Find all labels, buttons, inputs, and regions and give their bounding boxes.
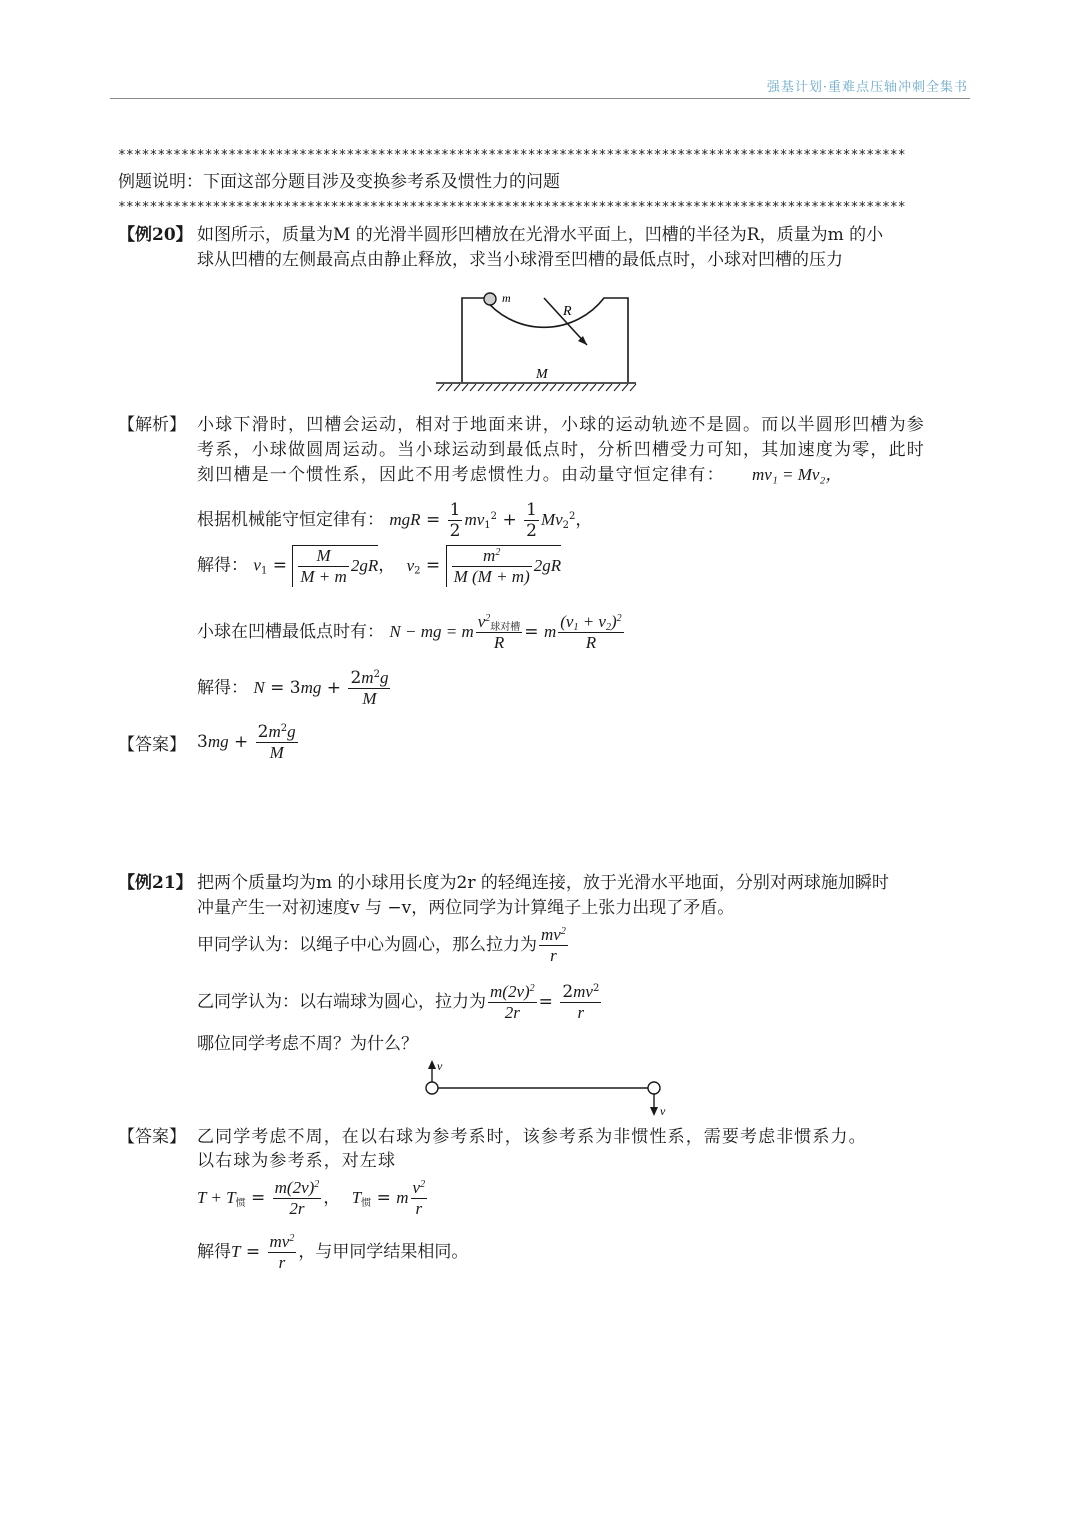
ex21-question-line1: 把两个质量均为m 的小球用长度为2r 的轻绳连接，放于光滑水平地面，分别对两球施加瞬时 bbox=[197, 873, 889, 893]
fig-label-M: M bbox=[536, 367, 548, 382]
ex20-solution-tag: 【解析】 bbox=[118, 415, 186, 435]
eq-momentum: mv₁ = Mv₂， bbox=[752, 465, 843, 484]
jia-label: 甲同学认为：以绳子中心为圆心，那么拉力为 bbox=[197, 935, 537, 955]
yi-label: 乙同学认为：以右端球为圆心，拉力为 bbox=[197, 992, 486, 1012]
eq-result-T: 解得T = $\frac{mv^2}{r}$ ，与甲同学结果相同。 bbox=[197, 1232, 469, 1272]
eq-yi: 乙同学认为：以右端球为圆心，拉力为 $\frac{m(2v)^2}{2r}$ = $\frac{2mv^2}{r}$ bbox=[197, 982, 600, 1022]
arrow-up-icon bbox=[428, 1060, 436, 1069]
right-ball-icon bbox=[648, 1082, 660, 1094]
ex21-figure bbox=[418, 1058, 678, 1120]
left-ball-icon bbox=[426, 1082, 438, 1094]
eq-velocities: 解得： $v_1$ = $\frac{M}{M + m}$ 2gR， $v_2$ = $\frac{m^2}{M (M + m)}$ 2gR bbox=[197, 546, 562, 586]
ex20-tag: 【例20】 bbox=[118, 225, 193, 245]
ex20-solution-line3: 刻凹槽是一个惯性系，因此不用考虑惯性力。由动量守恒定律有： bbox=[197, 465, 725, 485]
ex20-question-line1: 如图所示，质量为M 的光滑半圆形凹槽放在光滑水平面上，凹槽的半径为R，质量为m 的小 bbox=[197, 225, 884, 245]
ex21-question-line2: 冲量产生一对初速度v 与 −v，两位同学为计算绳子上张力出现了矛盾。 bbox=[197, 898, 735, 918]
ex21-tag: 【例21】 bbox=[118, 873, 193, 893]
fig-label-v-left: v bbox=[437, 1059, 443, 1073]
ex20-answer-tag: 【答案】 bbox=[118, 735, 186, 755]
solve1-label: 解得： bbox=[197, 555, 248, 576]
header-rule bbox=[110, 98, 970, 99]
ex21-question-line3: 哪位同学考虑不周？为什么？ bbox=[197, 1034, 418, 1054]
ex20-solution-line1: 小球下滑时，凹槽会运动，相对于地面来讲，小球的运动轨迹不是圆。而以半圆形凹槽为参 bbox=[197, 415, 925, 435]
divider-stars-bottom: **************************************************************************************************** bbox=[118, 200, 906, 215]
solve2-label: 解得： bbox=[197, 678, 248, 698]
ex20-question-line2: 球从凹槽的左侧最高点由静止释放，求当小球滑至凹槽的最低点时，小球对凹槽的压力 bbox=[197, 250, 843, 270]
ex21-answer-line1: 乙同学考虑不周，在以右球为参考系时，该参考系为非惯性系，需要考虑非惯系力。 bbox=[197, 1127, 867, 1147]
energy-label: 根据机械能守恒定律有： bbox=[197, 510, 384, 530]
eq-lowest-point: 小球在凹槽最低点时有： N − mg = m $\frac{v^2_{球对槽}}{R}$ = m $\frac{(v_1 + v_2)^2}{R}$ bbox=[197, 612, 622, 652]
solve-suffix: ，与甲同学结果相同。 bbox=[298, 1242, 469, 1262]
ball-icon bbox=[484, 293, 496, 305]
solve-prefix: 解得 bbox=[197, 1242, 231, 1262]
eq-tension: $T + T_惯$ = $\frac{m(2v)^2}{2r}$ ， $T_惯 = m$ $\frac{v^2}{r}$ bbox=[197, 1178, 426, 1218]
fig-label-R: R bbox=[563, 304, 572, 319]
ex20-solution-line2: 考系，小球做圆周运动。当小球运动到最低点时，分析凹槽受力可知，其加速度为零，此时 bbox=[197, 440, 925, 460]
divider-stars-top: **************************************************************************************************** bbox=[118, 148, 906, 163]
ex20-answer: 3mg + $\frac{2m^2g}{M}$ bbox=[197, 722, 296, 762]
page-header: 强基计划·重难点压轴冲刺全集书 bbox=[766, 80, 968, 95]
ex21-answer-tag: 【答案】 bbox=[118, 1127, 186, 1147]
fig-label-v-right: v bbox=[660, 1104, 666, 1118]
arrow-down-icon bbox=[650, 1107, 658, 1116]
ex21-answer-line2: 以右球为参考系，对左球 bbox=[197, 1151, 397, 1171]
eq-jia: 甲同学认为：以绳子中心为圆心，那么拉力为 $\frac{mv^2}{r}$ bbox=[197, 925, 566, 965]
fig-label-m: m bbox=[502, 291, 511, 305]
lowest-label: 小球在凹槽最低点时有： bbox=[197, 622, 384, 642]
ex20-figure bbox=[430, 288, 640, 398]
eq-result-N: 解得： N = 3mg + $\frac{2m^2g}{M}$ bbox=[197, 668, 389, 708]
section-note: 例题说明：下面这部分题目涉及变换参考系及惯性力的问题 bbox=[118, 172, 560, 192]
eq-energy: 根据机械能守恒定律有： mgR = $\frac{1}{2}$ $mv_1^2$ + $\frac{1}{2}$ $Mv_2^2$， bbox=[197, 500, 593, 541]
